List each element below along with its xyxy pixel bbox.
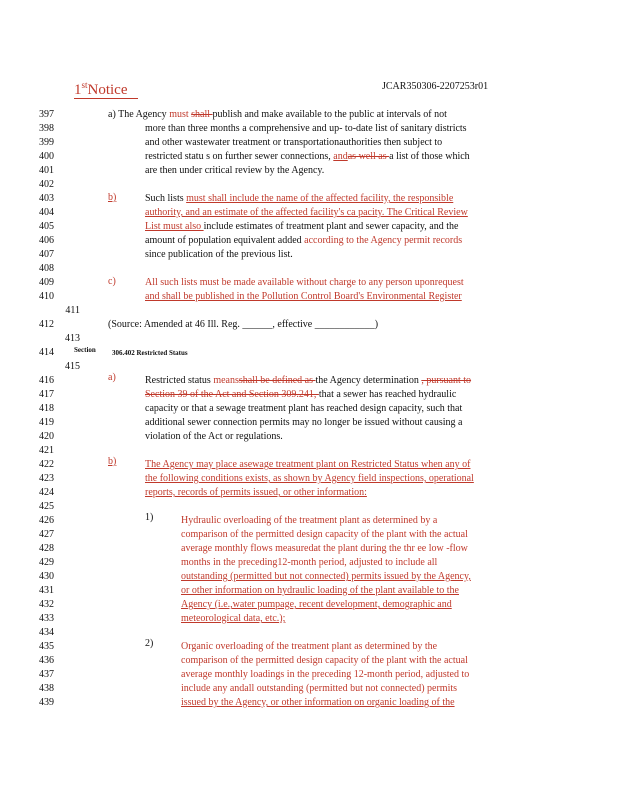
text-line — [181, 654, 468, 668]
text-line — [145, 206, 468, 220]
line-number: 401 — [39, 165, 54, 176]
line-number: 427 — [39, 529, 54, 540]
text-line — [181, 640, 437, 654]
text-run: shall — [191, 109, 213, 120]
text-line — [145, 192, 453, 206]
text-line — [112, 346, 188, 360]
label-1: 1) — [145, 512, 154, 523]
text-run: shall be defined as — [238, 375, 316, 386]
text-run: must — [169, 109, 189, 120]
line-number: 431 — [39, 585, 54, 596]
text-run: more than three months a comprehensive and up- to-date list of sanitary districts — [145, 123, 467, 134]
line-number: 413 — [65, 333, 80, 344]
text-line — [181, 542, 468, 556]
text-line — [145, 472, 474, 486]
text-line — [145, 458, 470, 472]
line-number: 410 — [39, 291, 54, 302]
text-run: Hydraulic overloading of the treatment plant as determined by a — [181, 515, 438, 526]
text-run: that a sewer has reached hydraulic — [318, 389, 457, 400]
text-run: the following conditions exists, as shown by Agency field inspections, operational — [145, 473, 474, 484]
text-line — [181, 570, 471, 584]
line-number: 408 — [39, 263, 54, 274]
line-number: 433 — [39, 613, 54, 624]
line-number: 412 — [39, 319, 54, 330]
text-line — [145, 388, 456, 402]
line-number: 423 — [39, 473, 54, 484]
text-line — [181, 598, 452, 612]
line-number: 428 — [39, 543, 54, 554]
line-number: 426 — [39, 515, 54, 526]
line-number: 418 — [39, 403, 54, 414]
notice-suffix: st — [81, 80, 88, 90]
text-run: must shall — [186, 193, 230, 204]
text-run: include the name of the affected facility, the responsible — [229, 193, 454, 204]
label-b-second: b) — [108, 456, 117, 467]
text-line — [145, 290, 462, 304]
text-run: issued by the Agency, or other information on organic loading of the — [181, 697, 455, 708]
line-number: 435 — [39, 641, 54, 652]
notice-word: Notice — [87, 82, 128, 98]
text-run: average monthly loadings in the preceding 12-month period, adjusted to — [181, 669, 470, 680]
line-number: 432 — [39, 599, 54, 610]
text-run: violation of the Act or regulations. — [145, 431, 283, 442]
text-line — [145, 402, 462, 416]
line-number: 411 — [65, 305, 80, 316]
text-line — [181, 612, 285, 626]
text-run: capacity or that a sewage treatment plant has reached design capacity, such that — [145, 403, 463, 414]
line-number: 397 — [39, 109, 54, 120]
line-number: 405 — [39, 221, 54, 232]
line-number: 420 — [39, 431, 54, 442]
text-line — [145, 122, 467, 136]
text-line — [145, 430, 283, 444]
text-run: restricted statu s on further sewer connections, — [145, 151, 334, 162]
label-b-first: b) — [108, 192, 117, 203]
text-run: average monthly flows measuredat the plant during the thr ee low -flow — [181, 543, 468, 554]
text-run: List must also — [145, 221, 204, 232]
text-run: , pursuant to — [421, 375, 472, 386]
text-run: as well as — [347, 151, 390, 162]
text-run: Section 39 of the Act and Section 309.241, — [145, 389, 319, 400]
line-number: 436 — [39, 655, 54, 666]
line-number: 415 — [65, 361, 80, 372]
line-number: 403 — [39, 193, 54, 204]
text-run: or other information on hydraulic loading of the plant available to the — [181, 585, 459, 596]
notice-number: 1 — [74, 82, 82, 98]
text-run: authority, and an estimate of the affected facility's ca pacity. The Critical Review — [145, 207, 468, 218]
document-code: JCAR350306-2207253r01 — [382, 81, 489, 92]
text-line — [181, 682, 457, 696]
text-run: comparison of the permitted design capacity of the plant with the actual — [181, 529, 468, 540]
line-number: 406 — [39, 235, 54, 246]
text-run: The Agency may place asewage treatment plant on Restricted Status when any of — [145, 459, 471, 470]
text-run: All such lists must be made available without charge to any person uponrequest — [145, 277, 464, 288]
text-run: publish and make available to the public at intervals of not — [212, 109, 447, 120]
text-run: additional sewer connection permits may no longer be issued without causing a — [145, 417, 463, 428]
line-number: 429 — [39, 557, 54, 568]
line-number: 430 — [39, 571, 54, 582]
text-run: Organic overloading of the treatment plant as determined by the — [181, 641, 438, 652]
text-run: outstanding (permitted but not connected) permits issued by the Agency, — [181, 571, 471, 582]
text-run: a) The Agency — [108, 109, 170, 120]
line-number: 425 — [39, 501, 54, 512]
text-line — [145, 136, 442, 150]
text-line — [145, 164, 324, 178]
text-run: means — [213, 375, 239, 386]
text-run: a list of those which — [389, 151, 470, 162]
text-line — [145, 150, 470, 164]
text-run: Agency (i.e.,water pumpage, recent development, demographic and — [181, 599, 452, 610]
text-run: include any andall outstanding (permitted but not connected) permits — [181, 683, 458, 694]
text-run: and other wastewater treatment or transportationauthorities then subject to — [145, 137, 443, 148]
label-c: c) — [108, 276, 116, 287]
text-line — [145, 416, 462, 430]
text-line — [145, 220, 458, 234]
text-line — [181, 556, 437, 570]
text-line — [181, 528, 468, 542]
section-word: Section — [74, 346, 96, 354]
text-line — [108, 108, 447, 122]
text-run: meteorological data, etc.); — [181, 613, 286, 624]
text-line — [145, 276, 464, 290]
text-run: comparison of the permitted design capacity of the plant with the actual — [181, 655, 468, 666]
text-run: since publication of the previous list. — [145, 249, 293, 260]
line-number: 424 — [39, 487, 54, 498]
line-number: 422 — [39, 459, 54, 470]
text-line — [181, 514, 437, 528]
text-run: include estimates of treatment plant and sewer capacity, and the — [203, 221, 459, 232]
line-number: 414 — [39, 347, 54, 358]
text-run: and shall be published in the Pollution Control Board's Environmental Register — [145, 291, 462, 302]
notice-heading — [74, 77, 138, 99]
text-run: Restricted status — [145, 375, 214, 386]
line-number: 438 — [39, 683, 54, 694]
text-line — [108, 318, 378, 332]
text-line — [181, 584, 459, 598]
line-number: 416 — [39, 375, 54, 386]
text-line — [181, 696, 455, 710]
line-number: 407 — [39, 249, 54, 260]
text-run: months in the preceding12-month period, adjusted to include all — [181, 557, 438, 568]
line-number: 399 — [39, 137, 54, 148]
text-line — [181, 668, 469, 682]
line-number: 400 — [39, 151, 54, 162]
line-number: 409 — [39, 277, 54, 288]
text-line — [145, 374, 471, 388]
line-number: 398 — [39, 123, 54, 134]
text-run: Such lists — [145, 193, 187, 204]
line-number: 434 — [39, 627, 54, 638]
line-number: 439 — [39, 697, 54, 708]
text-run: amount of population equivalent added — [145, 235, 305, 246]
label-2: 2) — [145, 638, 154, 649]
line-number: 421 — [39, 445, 54, 456]
text-run: reports, records of permits issued, or other information: — [145, 487, 367, 498]
line-number: 437 — [39, 669, 54, 680]
line-number: 402 — [39, 179, 54, 190]
text-line — [145, 486, 367, 500]
text-line — [145, 234, 462, 248]
line-number: 417 — [39, 389, 54, 400]
line-number: 404 — [39, 207, 54, 218]
text-run: and — [333, 151, 348, 162]
text-run: are then under critical review by the Agency. — [145, 165, 325, 176]
label-a-second: a) — [108, 372, 116, 383]
text-run: 306.402 Restricted Status — [112, 349, 188, 357]
text-run: (Source: Amended at 46 Ill. Reg. ______, effective ____________) — [108, 319, 379, 330]
text-run: the Agency determination — [315, 375, 422, 386]
text-run: according to the Agency permit records — [304, 235, 463, 246]
text-line — [145, 248, 293, 262]
line-number: 419 — [39, 417, 54, 428]
